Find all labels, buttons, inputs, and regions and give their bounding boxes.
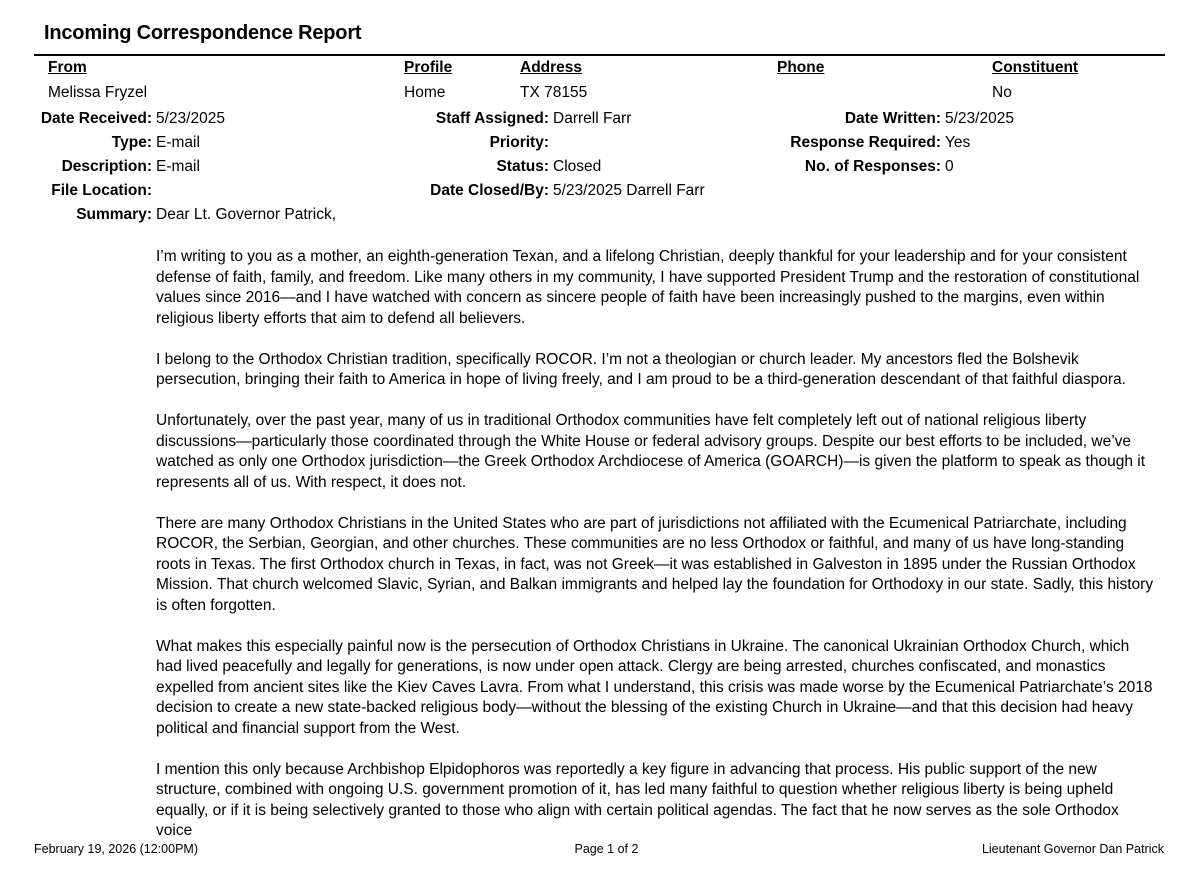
letter-paragraph: There are many Orthodox Christians in the United States who are part of jurisdictions not affiliated with the Ecumenical Patriarchate, including ROCOR, the Serbian, Georgian, and other churches. These communities are no less Orthodox or faithful, and many of us have long-standing roots in Texas. The first Orthodox church in Texas, in fact, was not Greek—it was established in Galveston in 1895 under the Russian Orthodox Mission. That church welcomed Slavic, Syrian, and Balkan immigrants and helped lay the foundation for Orthodoxy in our state. Sadly, this history is often forgotten. (156, 514, 1154, 614)
summary-label: Summary: (76, 206, 152, 223)
response-required-value: Yes (945, 134, 971, 151)
letter-paragraph: I mention this only because Archbishop Elpidophoros was reportedly a key figure in advancing that process. His public support of the new structure, combined with ongoing U.S. government promotion of it, has led many faithful to question whether religious liberty is being upheld equally, or if it is being selectively granted to those who align with certain political agendas. The fact that he now serves as the sole Orthodox voice (156, 760, 1119, 839)
column-header-profile: Profile (404, 59, 453, 76)
column-header-phone: Phone (777, 59, 825, 76)
footer-office: Lieutenant Governor Dan Patrick (981, 842, 1164, 856)
letter-body (156, 247, 1156, 862)
date-written-value: 5/23/2025 (945, 110, 1014, 127)
date-received-label: Date Received: (40, 110, 152, 127)
date-closed-label: Date Closed/By: (430, 182, 549, 199)
contact-name: Melissa Fryzel (48, 84, 148, 101)
description-value: E-mail (156, 158, 200, 175)
letter-paragraph: Unfortunately, over the past year, many of us in traditional Orthodox communities have felt completely left out of national religious liberty discussions—particularly those coordinated through the White House or federal advisory groups. Despite our best efforts to be included, we’ve watched as only one Orthodox jurisdiction—the Greek Orthodox Archdiocese of America (GOARCH)—is given the platform to speak as though it represents all of us. With respect, it does not. (156, 412, 1146, 491)
footer-page-number: Page 1 of 2 (574, 842, 639, 856)
report-title: Incoming Correspondence Report (44, 22, 362, 44)
status-value: Closed (553, 158, 602, 175)
num-responses-label: No. of Responses: (804, 158, 941, 175)
staff-assigned-value: Darrell Farr (553, 110, 632, 127)
description-label: Description: (61, 158, 152, 175)
contact-profile: Home (404, 84, 446, 101)
summary-value: Dear Lt. Governor Patrick, (156, 206, 337, 223)
letter-paragraph: I’m writing to you as a mother, an eighth-generation Texan, and a lifelong Christian, deeply thankful for your leadership and for your consistent defense of faith, family, and freedom. Like many others in my community, I have supported President Trump and the restoration of constitutional values since 2016—and I have watched with concern as sincere people of faith have been increasingly pushed to the margins, even within religious liberty efforts that aim to defend all believers. (156, 248, 1140, 327)
file-location-label: File Location: (51, 182, 152, 199)
footer-date: February 19, 2026 (12:00PM) (34, 842, 198, 856)
num-responses-value: 0 (945, 158, 954, 175)
contact-constituent: No (992, 84, 1012, 101)
status-label: Status: (496, 158, 549, 175)
date-written-label: Date Written: (844, 110, 941, 127)
letter-paragraph: I belong to the Orthodox Christian tradition, specifically ROCOR. I’m not a theologian or church leader. My ancestors fled the Bolshevik persecution, bringing their faith to America in hope of living freely, and I am proud to be a third-generation descendant of that faithful diaspora. (156, 350, 1126, 388)
letter-paragraph: What makes this especially painful now is the persecution of Orthodox Christians in Ukraine. The canonical Ukrainian Orthodox Church, which had lived peacefully and legally for generations, is now under open attack. Clergy are being arrested, churches confiscated, and monastics expelled from ancient sites like the Kiev Caves Lavra. From what I understand, this crisis was made worse by the Ecumenical Patriarchate’s 2018 decision to create a new state-backed religious body—without the blessing of the existing Church in Ukraine—and that this decision had heavy political and financial support from the West. (156, 637, 1153, 737)
column-header-address: Address (520, 59, 583, 76)
type-label: Type: (111, 134, 152, 151)
response-required-label: Response Required: (790, 134, 941, 151)
date-closed-value: 5/23/2025 Darrell Farr (553, 182, 705, 199)
date-received-value: 5/23/2025 (156, 110, 225, 127)
type-value: E-mail (156, 134, 200, 151)
column-header-from: From (48, 59, 87, 76)
staff-assigned-label: Staff Assigned: (435, 110, 549, 127)
contact-address: TX 78155 (520, 84, 588, 101)
priority-label: Priority: (489, 134, 549, 151)
title-divider (34, 54, 1165, 56)
column-header-constituent: Constituent (992, 59, 1079, 76)
